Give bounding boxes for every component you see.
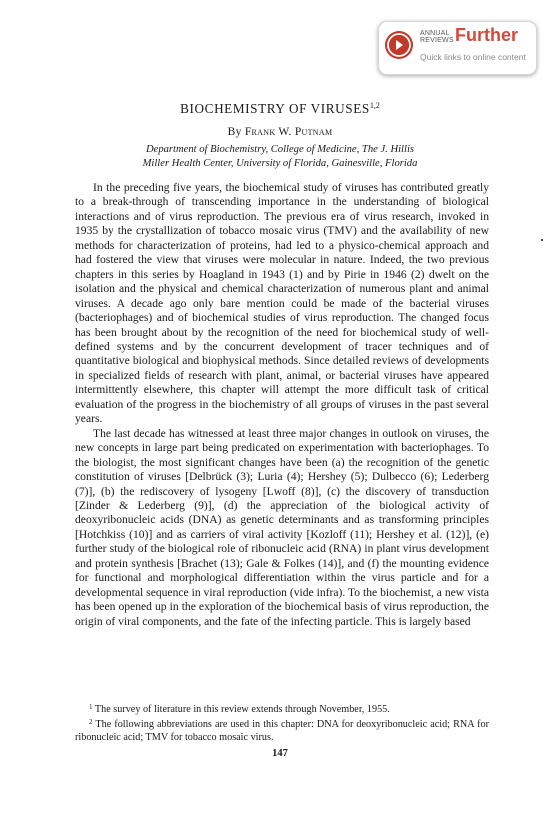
brand-line2: REVIEWS xyxy=(420,37,454,44)
footnote-2-mark: 2 xyxy=(89,718,93,726)
brand-line1: ANNUAL xyxy=(420,30,450,37)
author-prefix: By xyxy=(227,126,242,138)
title-footnote-marks: 1,2 xyxy=(369,101,380,110)
affiliation xyxy=(0,143,560,171)
footnote-1 xyxy=(75,701,489,716)
page-number: 147 xyxy=(272,748,288,759)
affiliation-line1: Department of Biochemistry, College of Medicine, The J. Hillis xyxy=(145,144,415,155)
annual-reviews-brand xyxy=(420,30,454,44)
quick-links-label[interactable]: Quick links to online content xyxy=(420,52,526,62)
stray-mark xyxy=(541,239,543,241)
annual-reviews-logo-icon xyxy=(385,31,413,59)
article-title xyxy=(0,101,560,117)
footnote-1-mark: 1 xyxy=(89,703,93,711)
footnote-2 xyxy=(75,716,489,744)
author-line xyxy=(0,126,560,138)
author-name: Frank W. Putnam xyxy=(244,126,333,138)
further-badge[interactable] xyxy=(378,21,537,75)
article-body xyxy=(75,181,489,629)
footnote-1-text: The survey of literature in this review extends through November, 1955. xyxy=(94,704,390,715)
title-text: BIOCHEMISTRY OF VIRUSES xyxy=(180,101,370,116)
footnote-2-text: The following abbreviations are used in this chapter: DNA for deoxyribonucleic acid; RNA for ribonucleic acid; TMV for tobacco mosaic virus. xyxy=(75,719,489,743)
affiliation-line2: Miller Health Center, University of Florida, Gainesville, Florida xyxy=(142,158,418,169)
body-paragraph-2: The last decade has witnessed at least three major changes in outlook on viruses, the new concepts in large part being predicated on experimentation with bacteriophages. To the biologist, the most significant changes have been (a) the recognition of the genetic constitution of viruses [Delbrück (3); Luria (4); Hershey (5); Dulbecco (6); Lederberg (7)], (b) the rediscovery of lysogeny [Lwoff (8)], (c) the discovery of transduction [Zinder & Lederberg (9)], (d) the appreciation of the biological activity of deoxyribonucleic acids (DNA) as genetic determinants and as transforming principles [Hotchkiss (10)] and as carriers of viral activity [Kozloff (11); Hershey et al. (12)], (e) further study of the biological role of ribonucleic acid (RNA) in plant virus development and protein synthesis [Brachet (13); Gale & Folkes (14)], and (f) the mounting evidence for functional and morphological differentiation within the virus particle and for a developmental sequence in viral reproduction (vide infra). To the biochemist, a new vista has been opened up in the exploration of the biochemical basis of virus reproduction, the origin of viral components, and the fate of the infecting particle. This is largely based xyxy=(75,426,489,628)
footnotes xyxy=(75,701,489,744)
body-paragraph-1: In the preceding five years, the biochemical study of viruses has contributed greatly to a break-through of transcending importance in the understanding of biological interactions and of virus reproduction. The previous era of virus research, invoked in 1935 by the crystallization of tobacco mosaic virus (TMV) and the availability of new methods for characterization of proteins, had led to a physico-chemical approach and had fostered the view that viruses were molecular in nature. Indeed, the two previous chapters in this series by Hoagland in 1943 (1) and by Pirie in 1946 (2) dwelt on the isolation and the physical and chemical characterization of numerous plant and animal viruses. A decade ago only bare mention could be made of the bacterial viruses (bacteriophages) and of biochemical studies of virus reproduction. The changed focus has been brought about by the recognition of the need for biochemical study of well-defined systems and by the concurrent development of tracer techniques and of quantitative biological and biophysical methods. Since detailed reviews of developments in specialized fields of research with plant, animal, or bacterial viruses have appeared intermittently elsewhere, this chapter will attempt the more difficult task of critical evaluation of the progress in the biochemistry of all groups of viruses in the past several years. xyxy=(75,181,489,426)
further-label[interactable]: Further xyxy=(455,25,518,45)
